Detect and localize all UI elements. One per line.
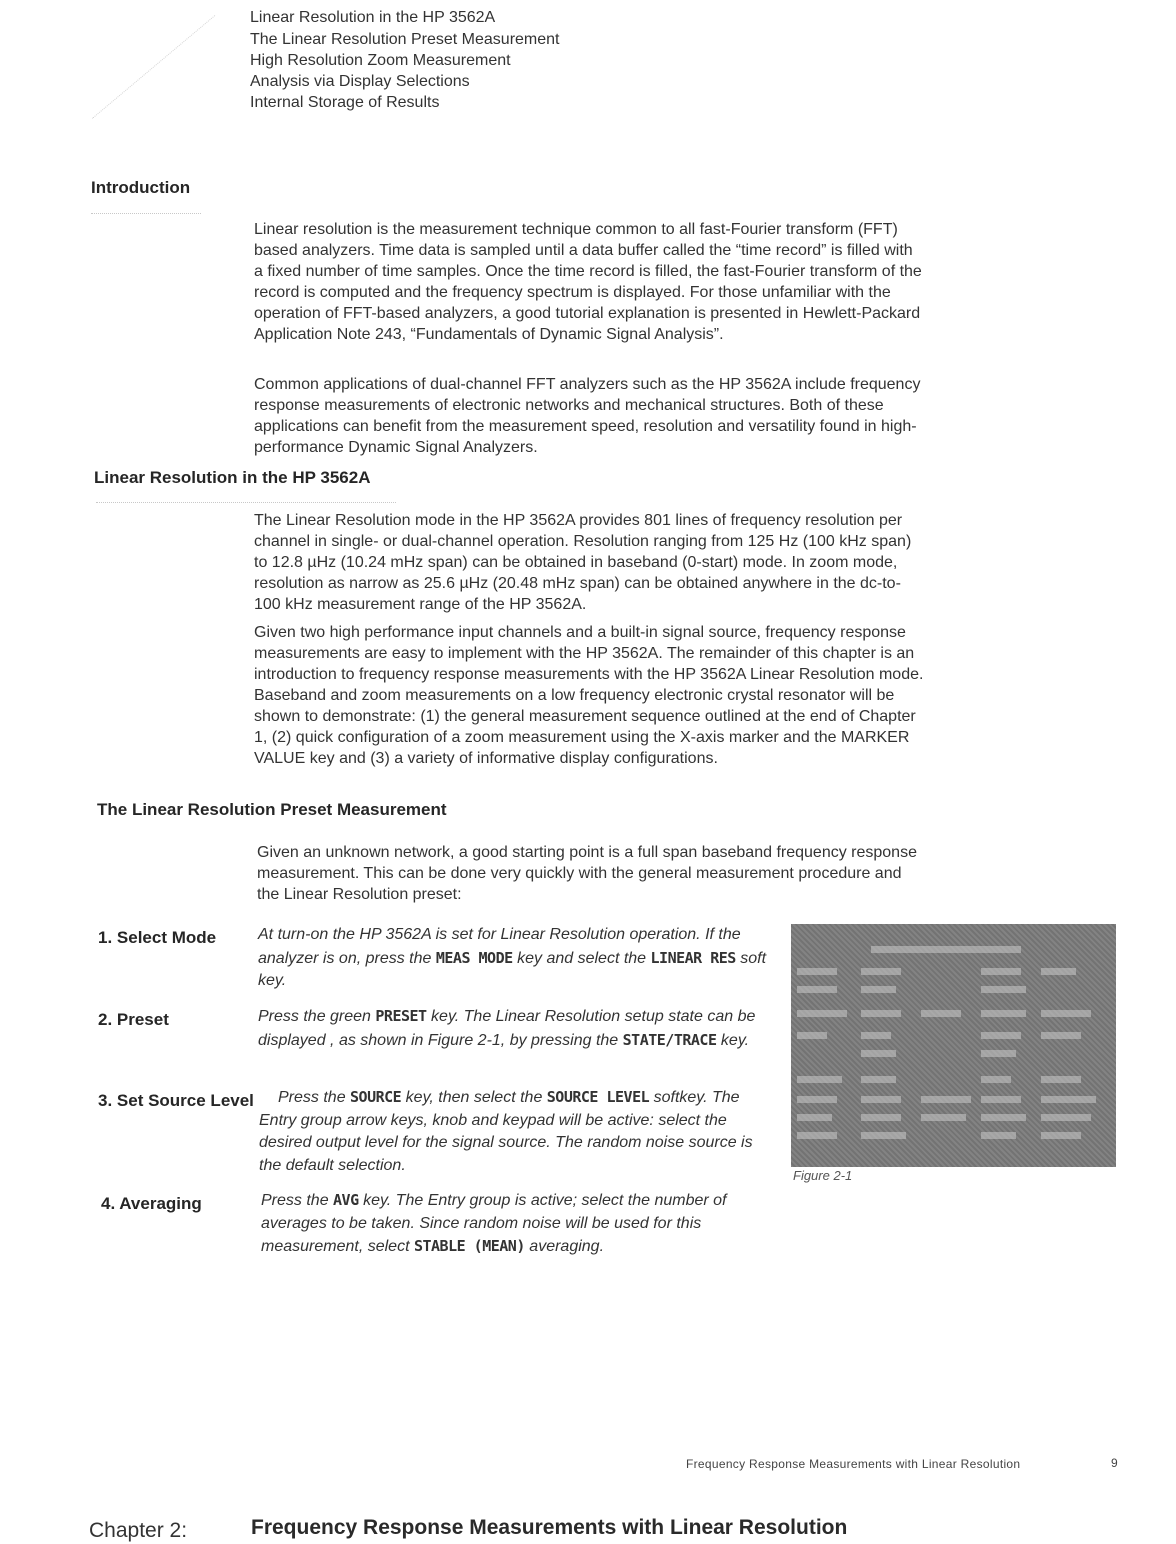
intro-paragraph-2: Common applications of dual-channel FFT analyzers such as the HP 3562A include frequency response measurements of electronic networks and mechanical structures. Both of these applications can benefit from the measurement speed, resolution and versatility found in high-performance Dynamic Signal Analyzers. bbox=[254, 376, 921, 456]
step-text: softkey. The Entry group arrow keys, knob and keypad will be active: select the desired output level for the signal source. The random noise source is the default selection. bbox=[259, 1089, 753, 1174]
intro-paragraph-1: Linear resolution is the measurement technique common to all fast-Fourier transform (FFT) based analyzers. Time data is sampled until a data buffer called the “time record” is filled with a fixed number of time samples. Once the time record is filled, the fast-Fourier transform of the record is computed and the frequency spectrum is displayed. For those unfamiliar with the operation of FFT-based analyzers, a good tutorial explanation is presented in Hewlett-Packard Application Note 243, “Fundamentals of Dynamic Signal Analysis”. bbox=[254, 221, 922, 343]
section-rule bbox=[96, 502, 396, 503]
key-name: STATE/TRACE bbox=[622, 1030, 717, 1049]
step-label: 4. Averaging bbox=[101, 1194, 202, 1213]
step-body bbox=[258, 924, 770, 993]
step-text: key. bbox=[716, 1031, 750, 1049]
linear-resolution-paragraph-2: Given two high performance input channels and a built-in signal source, frequency response measurements are easy to implement with the HP 3562A. The remainder of this chapter is an introduction to frequency response measurements with the HP 3562A Linear Resolution mode. Baseband and zoom measurements on a low frequency electronic crystal resonator will be shown to demonstrate: (1) the general measurement sequence outlined at the end of Chapter 1, (2) quick configuration of a zoom measurement using the X-axis marker and the MARKER VALUE key and (3) a variety of informative display configurations. bbox=[254, 624, 924, 767]
key-name: MEAS MODE bbox=[435, 948, 513, 967]
toc-item: High Resolution Zoom Measurement bbox=[250, 52, 511, 69]
figure-screen-line bbox=[791, 968, 1116, 978]
figure-screen-line bbox=[791, 1076, 1116, 1086]
figure-screen-line bbox=[791, 1032, 1116, 1042]
key-name: PRESET bbox=[375, 1007, 427, 1025]
preset-paragraph: Given an unknown network, a good starting point is a full span baseband frequency response measurement. This can be done very quickly with the general measurement procedure and the Linear Resolution preset: bbox=[257, 844, 917, 903]
page-number: 9 bbox=[1111, 1456, 1118, 1470]
chapter-title: Frequency Response Measurements with Linear Resolution bbox=[251, 1516, 848, 1539]
figure-caption: Figure 2-1 bbox=[793, 1168, 853, 1183]
step-label: 2. Preset bbox=[98, 1010, 169, 1029]
toc-item: Linear Resolution in the HP 3562A bbox=[250, 9, 496, 26]
figure-screen-line bbox=[791, 1132, 1116, 1142]
key-name: SOURCE LEVEL bbox=[546, 1088, 650, 1106]
step-body bbox=[258, 1005, 758, 1052]
step-text: key. The Linear Resolution setup state can be displayed , as shown in Figure 2-1, by pressing the bbox=[258, 1008, 756, 1049]
step-text: At turn-on the HP 3562A is set for Linear Resolution operation. If the analyzer is on, press the bbox=[258, 926, 741, 967]
step-body bbox=[259, 1086, 769, 1177]
linear-resolution-paragraph-1: The Linear Resolution mode in the HP 3562A provides 801 lines of frequency resolution per channel in single- or dual-channel operation. Resolution ranging from 125 Hz (100 kHz span) to 12.8 µHz (10.24 mHz span) can be obtained in baseband (0-start) mode. In zoom mode, resolution as narrow as 25.6 µHz (20.48 mHz span) can be obtained anywhere in the dc-to-100 kHz measurement range of the HP 3562A. bbox=[254, 512, 912, 613]
key-name: SOURCE bbox=[350, 1088, 402, 1106]
figure-state-display-image bbox=[791, 924, 1116, 1167]
section-heading-introduction: Introduction bbox=[91, 178, 191, 197]
key-name: STABLE (MEAN) bbox=[413, 1237, 525, 1255]
figure-screen-line bbox=[791, 1096, 1116, 1106]
running-footer-title: Frequency Response Measurements with Linear Resolution bbox=[686, 1457, 1021, 1471]
key-name: LINEAR RES bbox=[650, 948, 736, 967]
step-text: key, then select the bbox=[401, 1089, 547, 1106]
section-heading-preset: The Linear Resolution Preset Measurement bbox=[97, 800, 447, 819]
section-heading-linear-resolution: Linear Resolution in the HP 3562A bbox=[94, 468, 371, 487]
chapter-label: Chapter 2: bbox=[89, 1519, 188, 1542]
figure-screen-line bbox=[791, 946, 1116, 956]
section-rule bbox=[91, 213, 201, 214]
toc-item: Internal Storage of Results bbox=[250, 94, 440, 111]
step-text: soft key. bbox=[258, 949, 767, 989]
step-text: key. The Entry group is active; select the number of averages to be taken. Since random noise will be used for this measurement, select bbox=[261, 1192, 727, 1255]
scan-artifact bbox=[92, 15, 216, 119]
step-text: key and select the bbox=[512, 949, 651, 967]
step-label: 3. Set Source Level bbox=[98, 1091, 254, 1110]
toc-item: Analysis via Display Selections bbox=[250, 73, 470, 90]
key-name: AVG bbox=[333, 1191, 359, 1209]
step-label: 1. Select Mode bbox=[98, 928, 217, 947]
step-text: averaging. bbox=[524, 1238, 605, 1255]
step-text: Press the bbox=[261, 1192, 334, 1209]
figure-screen-line bbox=[791, 1010, 1116, 1020]
figure-screen-line bbox=[791, 1050, 1116, 1060]
figure-screen-line bbox=[791, 1114, 1116, 1124]
step-body bbox=[261, 1189, 771, 1259]
step-text: Press the green bbox=[258, 1008, 376, 1025]
toc-item: The Linear Resolution Preset Measurement bbox=[250, 31, 560, 48]
step-text: Press the bbox=[278, 1089, 351, 1106]
figure-screen-line bbox=[791, 986, 1116, 996]
